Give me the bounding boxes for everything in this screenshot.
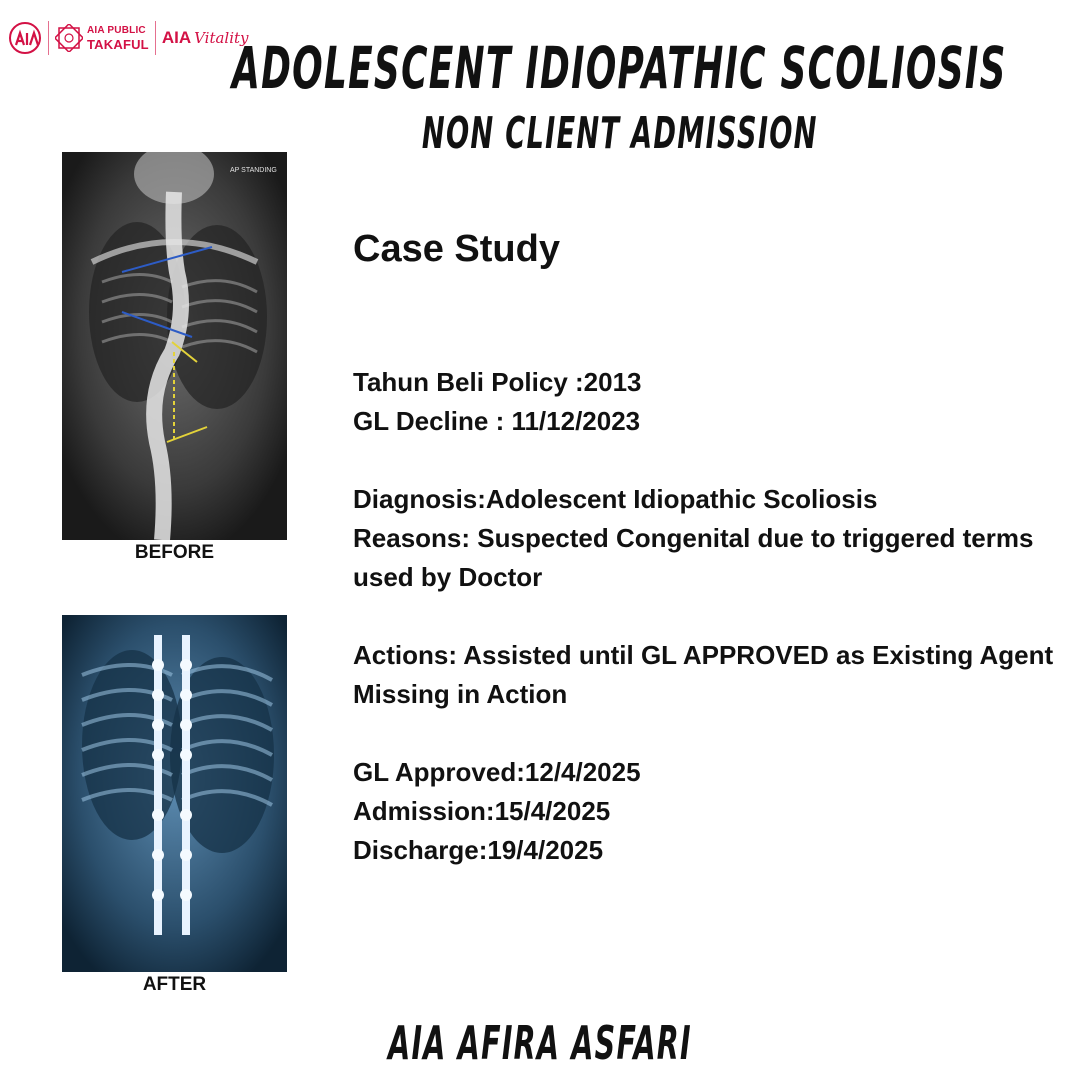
ap-standing-label: AP STANDING — [230, 167, 277, 174]
after-caption: AFTER — [142, 974, 207, 995]
discharge-line: Discharge:19/4/2025 — [353, 835, 604, 865]
tahun-beli-line: Tahun Beli Policy :2013 — [353, 367, 642, 397]
takaful-logo — [55, 24, 149, 52]
aia-logo-icon — [8, 21, 42, 55]
reasons-line-2: used by Doctor — [353, 562, 543, 592]
case-details — [353, 363, 1073, 870]
admission-line: Admission:15/4/2025 — [353, 796, 611, 826]
after-xray-image — [62, 615, 287, 972]
reasons-line-1: Reasons: Suspected Congenital due to triggered terms — [353, 523, 1034, 553]
takaful-line1: AIA PUBLIC — [87, 24, 146, 36]
agent-signature: AIA AFIRA ASFARI — [388, 1016, 692, 1070]
diagnosis-line: Diagnosis:Adolescent Idiopathic Scoliosis — [353, 484, 878, 514]
case-study-heading: Case Study — [353, 228, 560, 270]
logo-divider-2 — [155, 21, 156, 55]
takaful-line2: TAKAFUL — [87, 36, 149, 52]
takaful-star-icon — [55, 24, 83, 52]
logo-divider — [48, 21, 49, 55]
page-title: ADOLESCENT IDIOPATHIC SCOLIOSIS — [232, 34, 1007, 102]
gl-decline-line: GL Decline : 11/12/2023 — [353, 406, 641, 436]
vitality-aia-text: AIA — [161, 28, 192, 47]
brand-logos — [8, 18, 249, 58]
page-subtitle: NON CLIENT ADMISSION — [421, 108, 818, 159]
actions-line-1: Actions: Assisted until GL APPROVED as Existing Agent — [353, 640, 1054, 670]
actions-line-2: Missing in Action — [353, 679, 568, 709]
vitality-word: Vitality — [194, 29, 249, 47]
before-xray-image — [62, 152, 287, 540]
gl-approved-line: GL Approved:12/4/2025 — [353, 757, 641, 787]
before-caption: BEFORE — [134, 542, 215, 563]
